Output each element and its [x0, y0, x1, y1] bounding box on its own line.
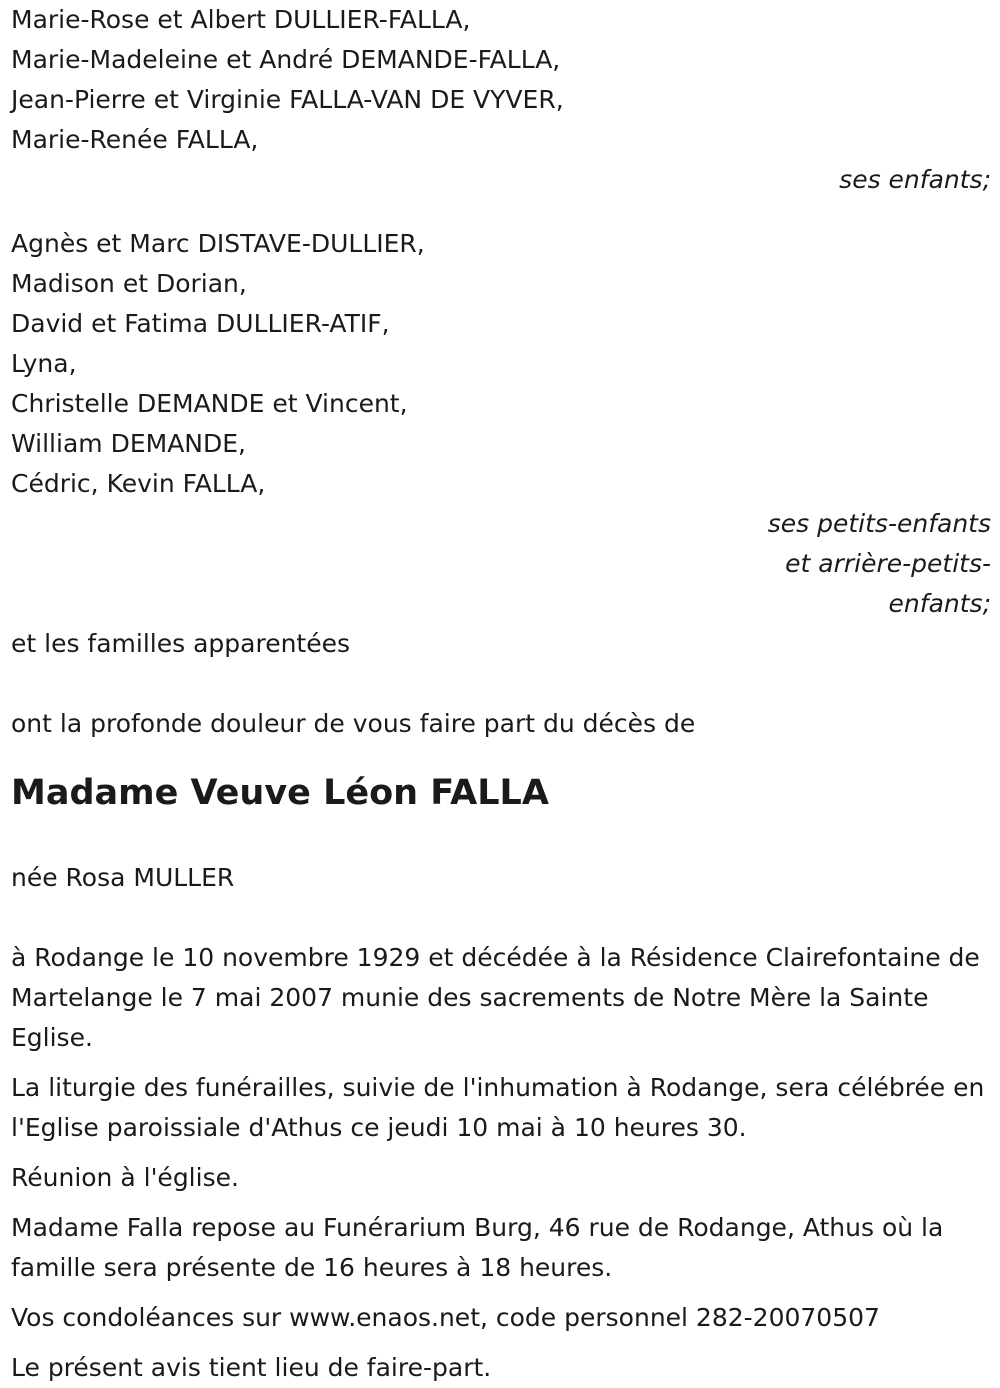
birth-death-paragraph: à Rodange le 10 novembre 1929 et décédée à la Résidence Clairefontaine de Martelange le 7 mai 2007 munie des sacrements de Notre Mère la Sainte Eglise. [11, 943, 980, 1052]
child-entry: Marie-Madeleine et André DEMANDE-FALLA, [11, 45, 561, 74]
grandchildren-label-line: ses petits-enfants [767, 509, 991, 538]
obituary-notice [11, 0, 991, 1388]
deceased-name: Madame Veuve Léon FALLA [11, 773, 549, 813]
viewing-paragraph: Madame Falla repose au Funérarium Burg, 46 rue de Rodange, Athus où la famille sera présente de 16 heures à 18 heures. [11, 1213, 944, 1282]
grandchildren-label [11, 504, 991, 624]
child-entry: Marie-Renée FALLA, [11, 125, 259, 154]
grandchild-entry: Christelle DEMANDE et Vincent, [11, 389, 408, 418]
grandchildren-label-line: enfants; [888, 589, 991, 618]
grandchildren-label-line: et arrière-petits- [785, 549, 991, 578]
spacer [11, 818, 991, 858]
maiden-name: née Rosa MULLER [11, 863, 235, 892]
notice-body [11, 938, 991, 1388]
grandchildren-list [11, 224, 991, 504]
grandchild-entry: Cédric, Kevin FALLA, [11, 469, 266, 498]
announcement-text: ont la profonde douleur de vous faire part du décès de [11, 709, 696, 738]
children-label: ses enfants; [839, 165, 991, 194]
spacer [11, 898, 991, 938]
spacer [11, 664, 991, 704]
child-entry: Jean-Pierre et Virginie FALLA-VAN DE VYVER, [11, 85, 564, 114]
related-families: et les familles apparentées [11, 629, 351, 658]
children-list [11, 0, 991, 160]
spacer [11, 200, 991, 224]
grandchild-entry: David et Fatima DULLIER-ATIF, [11, 309, 390, 338]
spacer [11, 744, 991, 768]
grandchild-entry: Agnès et Marc DISTAVE-DULLIER, [11, 229, 425, 258]
grandchild-entry: Lyna, [11, 349, 77, 378]
grandchild-entry: Madison et Dorian, [11, 269, 247, 298]
condolences-paragraph: Vos condoléances sur www.enaos.net, code personnel 282-20070507 [11, 1303, 880, 1332]
meeting-paragraph: Réunion à l'église. [11, 1163, 239, 1192]
grandchild-entry: William DEMANDE, [11, 429, 246, 458]
child-entry: Marie-Rose et Albert DULLIER-FALLA, [11, 5, 471, 34]
notice-paragraph: Le présent avis tient lieu de faire-part. [11, 1353, 492, 1382]
funeral-paragraph: La liturgie des funérailles, suivie de l'inhumation à Rodange, sera célébrée en l'Eglise paroissiale d'Athus ce jeudi 10 mai à 10 heures 30. [11, 1073, 985, 1142]
